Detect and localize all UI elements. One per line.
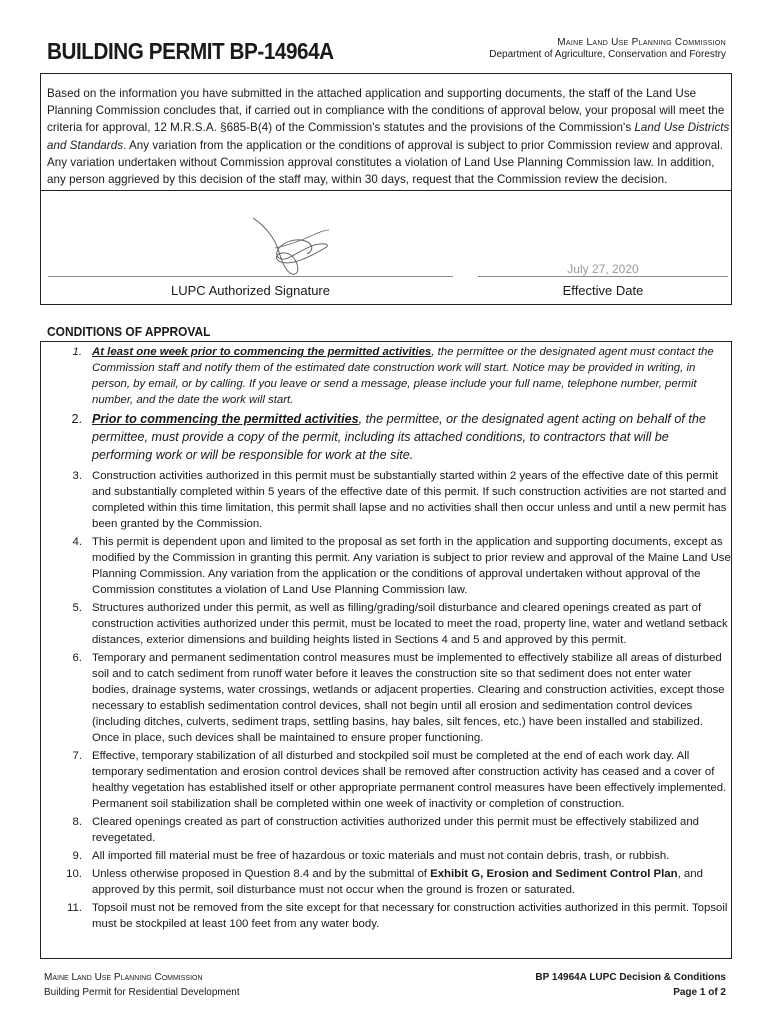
- condition-exhibit-reference: Exhibit G, Erosion and Sediment Control Plan: [430, 868, 678, 880]
- decision-box: [40, 73, 732, 305]
- condition-item: [41, 344, 731, 408]
- condition-text: Structures authorized under this permit, as well as filling/grading/soil disturbance and cleared openings created as part of construction activities authorized under this permit, must be located to meet the road, property line, water and wetland setback distances, exterior dimensions and building heights listed in Sections 4 and 5 and approved by this permit.: [92, 602, 728, 646]
- date-line: [478, 276, 728, 277]
- footer-right: [535, 970, 726, 1000]
- condition-text: All imported fill material must be free of hazardous or toxic materials and must not contain debris, trash, or rubbish.: [92, 850, 670, 862]
- condition-text: Effective, temporary stabilization of all disturbed and stockpiled soil must be completed at the end of each work day. All temporary sedimentation and erosion control devices shall be removed after construction activity has ceased and a cover of healthy vegetation has established itself or other appropriate permanent control measures have been effectively implemented. Permanent soil stabilization shall be completed within one week of inactivity or completion of construction.: [92, 750, 727, 810]
- footer-left: [44, 970, 240, 1000]
- box-divider: [41, 190, 731, 191]
- condition-number: 8.: [72, 816, 82, 828]
- condition-item: [41, 848, 731, 864]
- condition-item: [41, 866, 731, 898]
- condition-number: 10.: [66, 868, 82, 880]
- conditions-heading: CONDITIONS OF APPROVAL: [47, 324, 211, 339]
- footer-reference: BP 14964A LUPC Decision & Conditions: [535, 972, 726, 983]
- condition-lead: Prior to commencing the permitted activities: [92, 412, 359, 426]
- department-name: Department of Agriculture, Conservation and Forestry: [489, 49, 726, 60]
- handwritten-signature: [245, 208, 335, 280]
- condition-number: 2.: [71, 412, 82, 426]
- condition-item: [41, 410, 731, 464]
- condition-text-before: Unless otherwise proposed in Question 8.4 and by the submittal of: [92, 868, 431, 880]
- signature-line: [48, 276, 453, 277]
- condition-text: , the permittee or the designated agent must contact the Commission staff and notify them of the estimated date construction work will start. Notice may be provided in writing, in person, by email, or by calling. If you leave or send a message, please include your full name, telephone number, permit number, and the date the work will start.: [92, 346, 714, 406]
- condition-number: 4.: [72, 536, 82, 548]
- condition-item: [41, 814, 731, 846]
- condition-item: [41, 650, 731, 746]
- agency-block: [489, 37, 726, 60]
- condition-text: Cleared openings created as part of construction activities authorized under this permit must be effectively stabilized and revegetated.: [92, 816, 699, 844]
- condition-item: [41, 900, 731, 932]
- page-number: Page 1 of 2: [673, 987, 726, 998]
- condition-text: , the permittee, or the designated agent acting on behalf of the permittee, must provide a copy of the permit, including its attached conditions, to contractors that will be performing work or will be responsible for work at the site.: [92, 412, 706, 462]
- condition-item: [41, 600, 731, 648]
- condition-number: 5.: [72, 602, 82, 614]
- condition-item: [41, 534, 731, 598]
- condition-number: 1.: [72, 346, 82, 358]
- conditions-box: [40, 341, 732, 959]
- condition-lead: At least one week prior to commencing the permitted activities: [92, 346, 432, 358]
- intro-italic-reference: Land Use Districts and Standards: [47, 121, 730, 152]
- footer-document-type: Building Permit for Residential Development: [44, 987, 240, 998]
- condition-text: Construction activities authorized in this permit must be substantially started within 2 years of the effective date of this permit and substantially completed within 5 years of the effective date of this permit. If such construction activities are not started and completed within this time limitation, this permit shall lapse and no activities shall then occur unless and until a new permit has been granted by the Commission.: [92, 470, 727, 530]
- condition-number: 7.: [72, 750, 82, 762]
- condition-number: 6.: [72, 652, 82, 664]
- intro-text-before: Based on the information you have submitted in the attached application and supporting documents, the staff of the Land Use Planning Commission concludes that, if carried out in compliance with the conditions of approval below, your proposal will meet the criteria for approval, 12 M.R.S.A. §685-B(4) of the Commission's statutes and the provisions of the Commission's: [47, 87, 725, 135]
- condition-item: [41, 748, 731, 812]
- condition-number: 9.: [72, 850, 82, 862]
- condition-text: Temporary and permanent sedimentation control measures must be implemented to effectively stabilize all areas of disturbed soil and to catch sediment from runoff water before it leaves the construction site so that sediment does not enter water bodies, drainage systems, water crossings, wetlands or adjacent properties. Clearing and construction activities, except those necessary to establish sedimentation control devices, shall not begin until all erosion and sedimentation control devices (including ditches, culverts, sediment traps, settling basins, hay bales, silt fences, etc.) have been installed and stabilized. Once in place, such devices shall be maintained to ensure proper functioning.: [92, 652, 725, 744]
- condition-item: [41, 468, 731, 532]
- effective-date-value: July 27, 2020: [567, 262, 639, 276]
- intro-paragraph: [47, 85, 731, 188]
- condition-text: , and approved by this permit, soil disturbance must not occur when the ground is frozen or saturated.: [92, 868, 703, 896]
- effective-date-label: Effective Date: [562, 283, 644, 298]
- footer-agency: Maine Land Use Planning Commission: [44, 972, 203, 983]
- condition-text: This permit is dependent upon and limited to the proposal as set forth in the application and supporting documents, except as modified by the Commission in granting this permit. Any variation is subject to prior review and approval of the Maine Land Use Planning Commission. Any variation from the application or the conditions of approval undertaken without approval of the Commission constitutes a violation of Land Use Planning Commission law.: [92, 536, 731, 596]
- signature-label: LUPC Authorized Signature: [171, 283, 330, 298]
- conditions-list: [41, 344, 731, 934]
- agency-name: Maine Land Use Planning Commission: [557, 37, 726, 48]
- permit-title: BUILDING PERMIT BP-14964A: [47, 38, 334, 64]
- condition-text: Topsoil must not be removed from the site except for that necessary for construction activities authorized in this permit. Topsoil must be stockpiled at least 100 feet from any water body.: [92, 902, 728, 930]
- condition-number: 11.: [67, 902, 82, 914]
- condition-number: 3.: [72, 470, 82, 482]
- intro-text-after: . Any variation from the application or the conditions of approval is subject to prior Commission review and approval. Any variation undertaken without Commission approval constitutes a violation of Land Use Planning Commission law. In addition, any person aggrieved by this decision of the staff may, within 30 days, request that the Commission review the decision.: [47, 138, 724, 187]
